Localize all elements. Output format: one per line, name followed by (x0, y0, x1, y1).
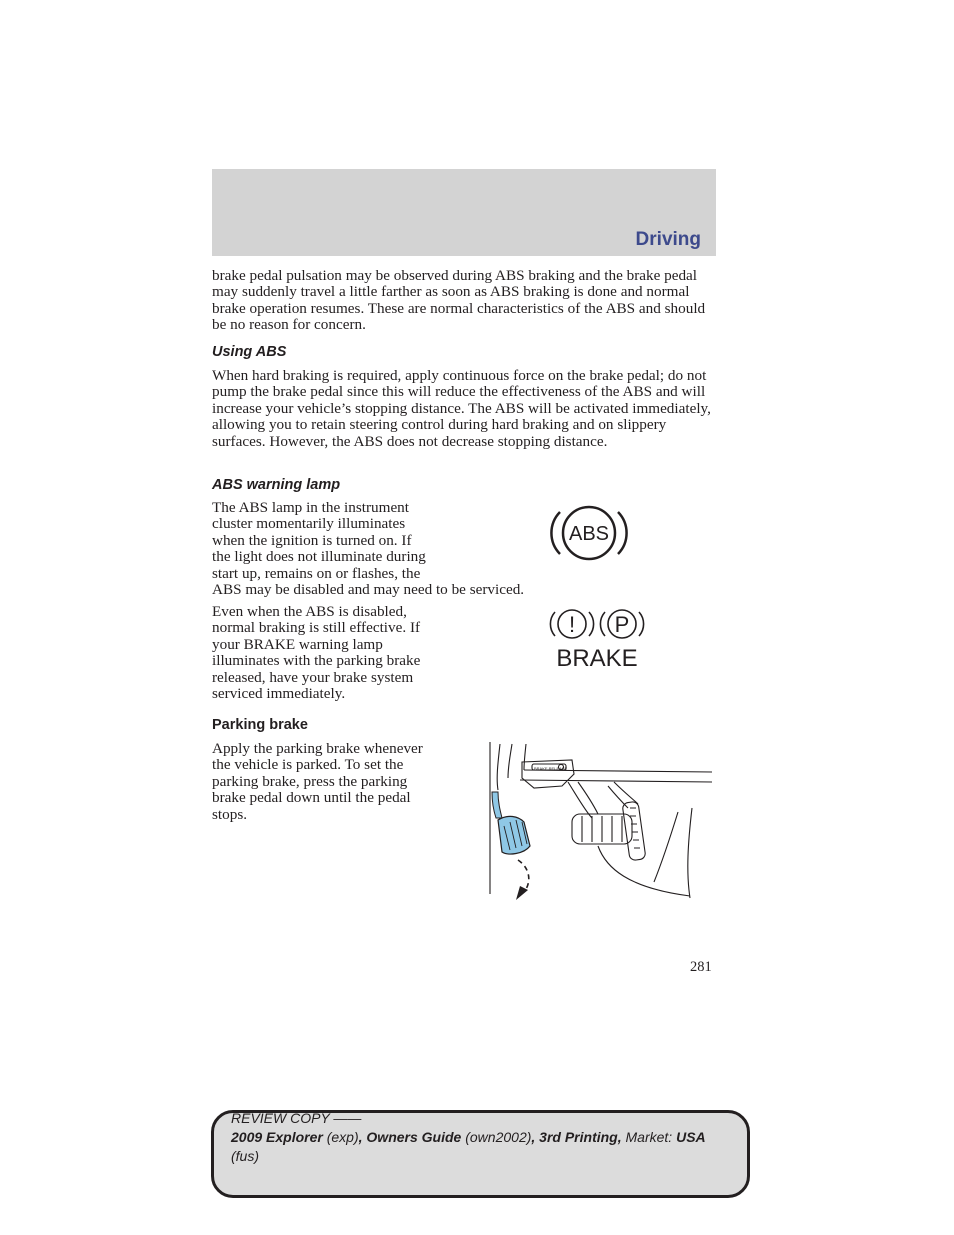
footer-model-code: (exp) (326, 1129, 359, 1145)
text-line: start up, remains on or flashes, the (212, 564, 421, 582)
text-line: ABS may be disabled and may need to be serviced. (212, 581, 525, 599)
section-title: Driving (635, 229, 701, 250)
using-abs-heading: Using ABS (212, 344, 287, 360)
footer-printing: , 3rd Printing, (531, 1129, 622, 1145)
abs-disabled-paragraph (212, 604, 472, 702)
footer-market: USA (676, 1129, 706, 1145)
review-copy-label: REVIEW COPY —— (231, 1110, 362, 1126)
page-number: 281 (690, 959, 712, 975)
text-line: serviced immediately. (212, 685, 346, 703)
text-line: brake pedal down until the pedal (212, 789, 411, 807)
brake-warning-lamp-icon (548, 606, 648, 672)
text-line: illuminates with the parking brake (212, 652, 421, 670)
parking-brake-heading: Parking brake (212, 717, 308, 733)
brake-icon-label: BRAKE (556, 645, 638, 672)
text-line: the vehicle is parked. To set the (212, 756, 404, 774)
text-line: stops. (212, 805, 248, 823)
text-line: when the ignition is turned on. If (212, 531, 412, 549)
text-line: normal braking is still effective. If (212, 619, 421, 637)
abs-lamp-heading: ABS warning lamp (212, 477, 341, 493)
abs-warning-lamp-icon (548, 500, 630, 566)
text-line: The ABS lamp in the instrument (212, 499, 409, 516)
section-header (212, 169, 716, 256)
parking-brake-arm (492, 792, 502, 818)
parking-brake-paragraph (212, 741, 462, 823)
arrow-head-icon (516, 886, 528, 900)
parking-brake-pedal-illustration (478, 742, 716, 902)
intro-paragraph: brake pedal pulsation may be observed during ABS braking and the brake pedal may suddenly travel a little farther as soon as ABS braking is done and normal brake operation resumes. These are normal characteristics of the ABS and should be no reason for concern. (212, 267, 706, 334)
footer-model: 2009 Explorer (231, 1129, 323, 1145)
footer-guide-code: (own2002) (465, 1129, 532, 1145)
text-line: your BRAKE warning lamp (212, 635, 383, 653)
using-abs-paragraph: When hard braking is required, apply continuous force on the brake pedal; do not pump the brake pedal since this will reduce the effectiveness of the ABS and will increase your vehicle’s stopping distance. The ABS will be activated immediately, allowing you to retain steering control during hard braking and on slippery surfaces. However, the ABS does not decrease stopping distance. (212, 367, 711, 450)
p-icon-label: P (614, 612, 630, 637)
press-direction-arrow (518, 860, 529, 892)
text-line: cluster momentarily illuminates (212, 515, 406, 533)
footer-market-code: (fus) (231, 1148, 259, 1164)
text-line: the light does not illuminate during (212, 548, 426, 566)
text-line: parking brake, press the parking (212, 772, 408, 790)
exclaim-icon-label: ! (568, 612, 576, 637)
release-handle-label: BRAKE RELEASE (534, 766, 568, 771)
footer-market-label: Market: (625, 1129, 673, 1145)
footer-guide: , Owners Guide (358, 1129, 462, 1145)
text-line: released, have your brake system (212, 668, 414, 686)
abs-icon-label: ABS (568, 523, 610, 545)
text-line: Apply the parking brake whenever (212, 740, 423, 757)
footer-text (231, 1109, 736, 1166)
text-line: Even when the ABS is disabled, (212, 603, 407, 620)
